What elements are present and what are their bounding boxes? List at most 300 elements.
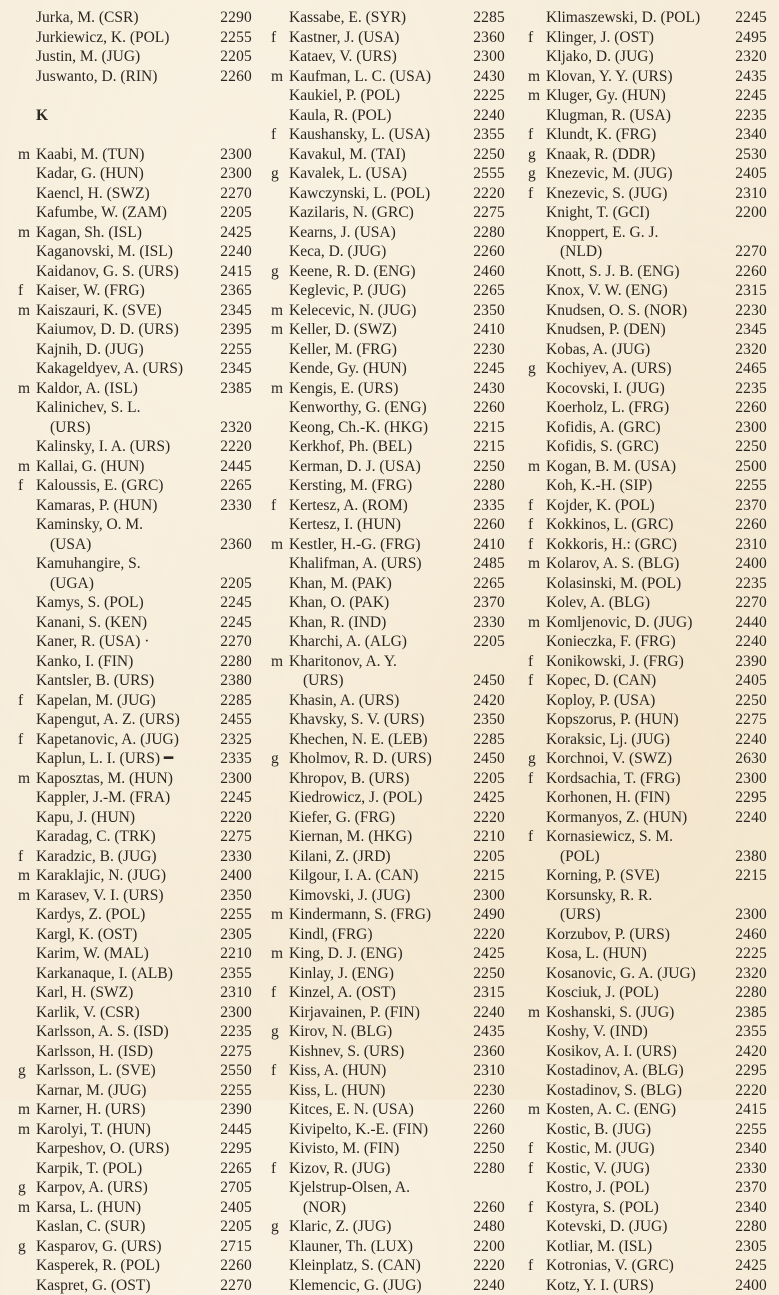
player-rating: 2330 <box>208 496 252 516</box>
player-rating: 2280 <box>723 1217 767 1237</box>
player-rating: 2270 <box>208 632 252 652</box>
player-entry <box>12 301 252 321</box>
player-rating: 2295 <box>723 1061 767 1081</box>
player-name: Keca, D. (JUG) <box>289 242 461 262</box>
title-marker: g <box>12 1178 36 1198</box>
player-entry <box>12 1276 252 1295</box>
title-marker <box>12 593 36 613</box>
player-entry <box>12 164 252 184</box>
title-marker-blank <box>522 242 546 262</box>
player-entry <box>522 788 767 808</box>
player-entry <box>12 1178 252 1198</box>
player-name: Kostic, M. (JUG) <box>546 1139 723 1159</box>
player-name: Jurkiewicz, K. (POL) <box>36 28 208 48</box>
player-name: Klundt, K. (FRG) <box>546 125 723 145</box>
player-rating: 2415 <box>723 1100 767 1120</box>
player-rating: 2425 <box>208 223 252 243</box>
title-marker <box>265 613 289 633</box>
title-marker: f <box>265 1061 289 1081</box>
player-rating: 2285 <box>461 730 505 750</box>
player-name: Kostro, J. (POL) <box>546 1178 723 1198</box>
player-rating: 2300 <box>723 905 767 925</box>
title-marker <box>522 574 546 594</box>
title-marker: m <box>265 320 289 340</box>
player-rating: 2450 <box>461 749 505 769</box>
player-rating: 2300 <box>461 886 505 906</box>
player-entry <box>522 691 767 711</box>
player-name: Kolarov, A. S. (BLG) <box>546 554 723 574</box>
player-name: Koploy, P. (USA) <box>546 691 723 711</box>
player-country: (NOR) <box>289 1198 461 1218</box>
player-name: Kopec, D. (CAN) <box>546 671 723 691</box>
title-marker <box>265 398 289 418</box>
player-name: Keene, R. D. (ENG) <box>289 262 461 282</box>
player-name: Karadzic, B. (JUG) <box>36 847 208 867</box>
player-rating: 2335 <box>208 749 252 769</box>
player-rating: 2260 <box>208 1256 252 1276</box>
title-marker <box>265 515 289 535</box>
column-3 <box>522 8 767 1295</box>
player-name: Kamuhangire, S. <box>36 554 208 574</box>
player-entry <box>265 1178 505 1198</box>
player-entry <box>12 691 252 711</box>
player-rating: 2450 <box>461 671 505 691</box>
player-rating: 2240 <box>461 1003 505 1023</box>
player-entry <box>522 1042 767 1062</box>
title-marker <box>265 710 289 730</box>
player-entry <box>12 769 252 789</box>
player-entry <box>522 359 767 379</box>
player-name: Klugman, R. (USA) <box>546 106 723 126</box>
player-name: Kochiyev, A. (URS) <box>546 359 723 379</box>
player-name: Keller, D. (SWZ) <box>289 320 461 340</box>
title-marker <box>12 203 36 223</box>
player-name: Kiss, L. (HUN) <box>289 1081 461 1101</box>
player-entry <box>522 1100 767 1120</box>
title-marker: f <box>522 125 546 145</box>
player-name: Kharchi, A. (ALG) <box>289 632 461 652</box>
title-marker: m <box>522 67 546 87</box>
title-marker <box>12 164 36 184</box>
rating-placeholder <box>208 515 252 535</box>
player-name: Kaukiel, P. (POL) <box>289 86 461 106</box>
title-marker <box>522 691 546 711</box>
player-rating: 2300 <box>723 769 767 789</box>
player-rating: 2280 <box>461 223 505 243</box>
player-entry <box>12 262 252 282</box>
title-marker <box>522 47 546 67</box>
player-entry <box>12 1081 252 1101</box>
player-name: Korhonen, H. (FIN) <box>546 788 723 808</box>
player-name: Knoppert, E. G. J. <box>546 223 723 243</box>
title-marker <box>12 496 36 516</box>
player-name: Kosa, L. (HUN) <box>546 944 723 964</box>
player-name: Kokkinos, L. (GRC) <box>546 515 723 535</box>
player-rating: 2260 <box>208 67 252 87</box>
player-rating: 2220 <box>461 925 505 945</box>
player-entry <box>522 496 767 516</box>
player-entry <box>12 593 252 613</box>
player-rating: 2445 <box>208 457 252 477</box>
player-entry <box>265 67 505 87</box>
player-rating: 2220 <box>461 1256 505 1276</box>
player-country: (USA) <box>36 535 208 555</box>
player-rating: 2205 <box>461 847 505 867</box>
player-name: Kalinichev, S. L. <box>36 398 208 418</box>
player-rating: 2425 <box>461 944 505 964</box>
player-entry-continuation <box>522 905 767 925</box>
player-name: Knezevic, M. (JUG) <box>546 164 723 184</box>
player-entry <box>12 827 252 847</box>
title-marker: f <box>522 1198 546 1218</box>
title-marker: f <box>522 652 546 672</box>
player-rating: 2420 <box>461 691 505 711</box>
player-name: Korning, P. (SVE) <box>546 866 723 886</box>
player-name: Kormanyos, Z. (HUN) <box>546 808 723 828</box>
player-entry-continuation <box>12 535 252 555</box>
player-rating: 2330 <box>723 1159 767 1179</box>
player-rating: 2410 <box>461 320 505 340</box>
title-marker <box>12 8 36 28</box>
player-entry <box>265 593 505 613</box>
player-rating: 2460 <box>723 925 767 945</box>
player-name: Karkanaque, I. (ALB) <box>36 964 208 984</box>
player-name: Kiss, A. (HUN) <box>289 1061 461 1081</box>
title-marker: m <box>522 1100 546 1120</box>
player-rating: 2260 <box>461 398 505 418</box>
player-name: Kosten, A. C. (ENG) <box>546 1100 723 1120</box>
title-marker <box>265 788 289 808</box>
player-entry <box>265 28 505 48</box>
player-rating: 2205 <box>208 47 252 67</box>
player-entry <box>265 1022 505 1042</box>
title-marker <box>12 1042 36 1062</box>
player-rating: 2230 <box>461 1081 505 1101</box>
title-marker <box>522 398 546 418</box>
player-entry <box>522 964 767 984</box>
title-marker <box>12 749 36 769</box>
player-rating: 2430 <box>461 67 505 87</box>
player-rating: 2260 <box>723 515 767 535</box>
title-marker: g <box>522 749 546 769</box>
player-entry <box>522 184 767 204</box>
player-rating: 2255 <box>208 1081 252 1101</box>
player-rating: 2495 <box>723 28 767 48</box>
player-entry-continuation <box>265 1198 505 1218</box>
player-entry <box>12 788 252 808</box>
player-entry <box>12 866 252 886</box>
title-marker <box>522 886 546 906</box>
player-name: Knudsen, P. (DEN) <box>546 320 723 340</box>
player-rating: 2200 <box>461 1237 505 1257</box>
player-rating: 2360 <box>208 535 252 555</box>
player-entry <box>522 925 767 945</box>
player-entry <box>12 320 252 340</box>
player-entry <box>522 1178 767 1198</box>
player-entry <box>265 340 505 360</box>
player-entry <box>12 886 252 906</box>
player-entry <box>12 1237 252 1257</box>
player-rating: 2250 <box>461 964 505 984</box>
player-rating: 2485 <box>461 554 505 574</box>
player-rating: 2420 <box>723 1042 767 1062</box>
player-name: Kindl, (FRG) <box>289 925 461 945</box>
player-rating: 2390 <box>208 1100 252 1120</box>
player-entry <box>522 1276 767 1295</box>
player-name: Keong, Ch.-K. (HKG) <box>289 418 461 438</box>
player-rating: 2350 <box>208 886 252 906</box>
player-name: Kizov, R. (JUG) <box>289 1159 461 1179</box>
player-name: Kostic, V. (JUG) <box>546 1159 723 1179</box>
player-name: Khasin, A. (URS) <box>289 691 461 711</box>
player-rating: 2235 <box>723 574 767 594</box>
player-rating: 2435 <box>723 67 767 87</box>
player-entry-continuation <box>522 242 767 262</box>
player-entry <box>265 632 505 652</box>
title-marker: g <box>12 1237 36 1257</box>
player-name: Kaloussis, E. (GRC) <box>36 476 208 496</box>
player-name: Knox, V. W. (ENG) <box>546 281 723 301</box>
title-marker <box>265 1237 289 1257</box>
player-rating: 2715 <box>208 1237 252 1257</box>
player-rating: 2220 <box>461 808 505 828</box>
player-name: Kleinplatz, S. (CAN) <box>289 1256 461 1276</box>
section-heading: K <box>12 106 252 126</box>
title-marker <box>522 1276 546 1295</box>
player-name: Kljako, D. (JUG) <box>546 47 723 67</box>
player-name: Kornasiewicz, S. M. <box>546 827 723 847</box>
player-entry <box>522 1081 767 1101</box>
player-name: Korzubov, P. (URS) <box>546 925 723 945</box>
title-marker <box>265 281 289 301</box>
player-rating: 2260 <box>723 262 767 282</box>
player-name: Kanko, I. (FIN) <box>36 652 208 672</box>
player-entry <box>522 86 767 106</box>
player-entry <box>522 8 767 28</box>
title-marker <box>265 145 289 165</box>
player-name: Khan, R. (IND) <box>289 613 461 633</box>
player-rating: 2385 <box>723 1003 767 1023</box>
player-name: Kende, Gy. (HUN) <box>289 359 461 379</box>
player-name: Kenworthy, G. (ENG) <box>289 398 461 418</box>
player-name: Koerholz, L. (FRG) <box>546 398 723 418</box>
player-entry <box>12 1061 252 1081</box>
player-rating: 2270 <box>723 593 767 613</box>
player-entry <box>265 457 505 477</box>
player-entry <box>12 359 252 379</box>
player-entry <box>265 1081 505 1101</box>
player-entry <box>522 1061 767 1081</box>
player-rating: 2265 <box>208 476 252 496</box>
title-marker <box>522 1217 546 1237</box>
player-rating: 2245 <box>461 359 505 379</box>
title-marker <box>265 1081 289 1101</box>
title-marker <box>12 808 36 828</box>
player-rating: 2280 <box>461 1159 505 1179</box>
title-marker: m <box>522 457 546 477</box>
player-entry <box>265 281 505 301</box>
title-marker <box>12 1256 36 1276</box>
title-marker <box>522 418 546 438</box>
player-entry <box>265 262 505 282</box>
player-entry <box>522 47 767 67</box>
player-entry <box>12 1100 252 1120</box>
player-entry <box>522 574 767 594</box>
title-marker <box>522 1178 546 1198</box>
player-entry <box>522 652 767 672</box>
player-country: (URS) <box>36 418 208 438</box>
player-rating: 2370 <box>461 593 505 613</box>
player-name: Karlsson, L. (SVE) <box>36 1061 208 1081</box>
player-entry-continuation <box>12 574 252 594</box>
player-entry <box>265 827 505 847</box>
player-entry <box>522 164 767 184</box>
title-marker: m <box>522 554 546 574</box>
player-name: Kordsachia, T. (FRG) <box>546 769 723 789</box>
player-rating: 2230 <box>723 301 767 321</box>
player-name: Klinger, J. (OST) <box>546 28 723 48</box>
title-marker: m <box>522 1003 546 1023</box>
player-name: Knight, T. (GCI) <box>546 203 723 223</box>
player-name: Kotliar, M. (ISL) <box>546 1237 723 1257</box>
player-name: Kasparov, G. (URS) <box>36 1237 208 1257</box>
player-name: Kataev, V. (URS) <box>289 47 461 67</box>
title-marker <box>522 593 546 613</box>
player-entry <box>12 730 252 750</box>
player-rating: 2215 <box>461 418 505 438</box>
player-rating: 2235 <box>723 106 767 126</box>
player-name: Karim, W. (MAL) <box>36 944 208 964</box>
player-name: Kotz, Y. I. (URS) <box>546 1276 723 1295</box>
player-name: Koshanski, S. (JUG) <box>546 1003 723 1023</box>
title-marker <box>265 1276 289 1295</box>
player-entry <box>265 769 505 789</box>
player-entry <box>265 944 505 964</box>
player-name: Karasev, V. I. (URS) <box>36 886 208 906</box>
player-entry <box>12 905 252 925</box>
player-entry <box>12 944 252 964</box>
player-entry <box>522 1022 767 1042</box>
player-rating: 2310 <box>723 535 767 555</box>
title-marker <box>522 866 546 886</box>
player-name: Konieczka, F. (FRG) <box>546 632 723 652</box>
player-name: Kaiser, W. (FRG) <box>36 281 208 301</box>
player-rating: 2300 <box>208 145 252 165</box>
player-rating: 2245 <box>723 8 767 28</box>
title-marker <box>522 983 546 1003</box>
player-entry <box>265 1042 505 1062</box>
player-rating: 2225 <box>461 86 505 106</box>
player-name: Jurka, M. (CSR) <box>36 8 208 28</box>
player-rating: 2295 <box>208 1139 252 1159</box>
player-rating: 2415 <box>208 262 252 282</box>
player-rating: 2300 <box>208 164 252 184</box>
player-name: Khropov, B. (URS) <box>289 769 461 789</box>
title-marker <box>265 632 289 652</box>
player-rating: 2250 <box>723 437 767 457</box>
player-rating: 2220 <box>208 808 252 828</box>
player-name: Justin, M. (JUG) <box>36 47 208 67</box>
player-rating: 2235 <box>723 379 767 399</box>
player-rating: 2250 <box>461 1139 505 1159</box>
player-name: Kostic, B. (JUG) <box>546 1120 723 1140</box>
player-rating: 2275 <box>461 203 505 223</box>
title-marker <box>12 242 36 262</box>
player-name: Kestler, H.-G. (FRG) <box>289 535 461 555</box>
player-rating: 2480 <box>461 1217 505 1237</box>
player-rating: 2305 <box>208 925 252 945</box>
player-rating: 2390 <box>723 652 767 672</box>
player-entry <box>522 769 767 789</box>
player-name: Kosanovic, G. A. (JUG) <box>546 964 723 984</box>
player-country: (UGA) <box>36 574 208 594</box>
player-name: Kavakul, M. (TAI) <box>289 145 461 165</box>
title-marker <box>265 964 289 984</box>
column-2 <box>265 8 505 1295</box>
player-rating: 2355 <box>461 125 505 145</box>
player-rating: 2215 <box>461 866 505 886</box>
player-name: Kaspret, G. (OST) <box>36 1276 208 1295</box>
player-rating: 2320 <box>723 47 767 67</box>
player-rating: 2465 <box>723 359 767 379</box>
player-name: Karolyi, T. (HUN) <box>36 1120 208 1140</box>
title-marker <box>265 418 289 438</box>
title-marker <box>522 281 546 301</box>
player-entry <box>12 632 252 652</box>
title-marker-blank <box>522 847 546 867</box>
player-name: Kanani, S. (KEN) <box>36 613 208 633</box>
player-rating: 2555 <box>461 164 505 184</box>
player-entry <box>12 476 252 496</box>
player-rating: 2245 <box>208 788 252 808</box>
player-name: Kivipelto, K.-E. (FIN) <box>289 1120 461 1140</box>
player-name: Kitces, E. N. (USA) <box>289 1100 461 1120</box>
player-rating: 2280 <box>461 476 505 496</box>
player-rating: 2215 <box>461 437 505 457</box>
player-entry <box>265 574 505 594</box>
player-entry <box>12 457 252 477</box>
player-entry <box>12 554 252 574</box>
player-name: Kamaras, P. (HUN) <box>36 496 208 516</box>
title-marker <box>522 476 546 496</box>
player-entry <box>265 418 505 438</box>
player-entry <box>12 1256 252 1276</box>
player-entry <box>12 28 252 48</box>
player-rating: 2435 <box>461 1022 505 1042</box>
title-marker <box>12 827 36 847</box>
player-rating: 2240 <box>723 632 767 652</box>
player-rating: 2370 <box>723 496 767 516</box>
player-rating: 2320 <box>723 964 767 984</box>
player-name: Kopszorus, P. (HUN) <box>546 710 723 730</box>
player-rating: 2295 <box>723 788 767 808</box>
player-entry <box>522 106 767 126</box>
player-name: Karaklajic, N. (JUG) <box>36 866 208 886</box>
player-name: Kelecevic, N. (JUG) <box>289 301 461 321</box>
player-entry <box>265 164 505 184</box>
player-rating: 2400 <box>208 866 252 886</box>
player-name: Kearns, J. (USA) <box>289 223 461 243</box>
player-entry <box>12 145 252 165</box>
player-rating: 2340 <box>723 1139 767 1159</box>
title-marker: m <box>265 944 289 964</box>
player-rating: 2275 <box>723 710 767 730</box>
title-marker: m <box>12 223 36 243</box>
title-marker <box>265 769 289 789</box>
title-marker: m <box>12 866 36 886</box>
player-rating: 2230 <box>461 340 505 360</box>
title-marker: m <box>12 1198 36 1218</box>
